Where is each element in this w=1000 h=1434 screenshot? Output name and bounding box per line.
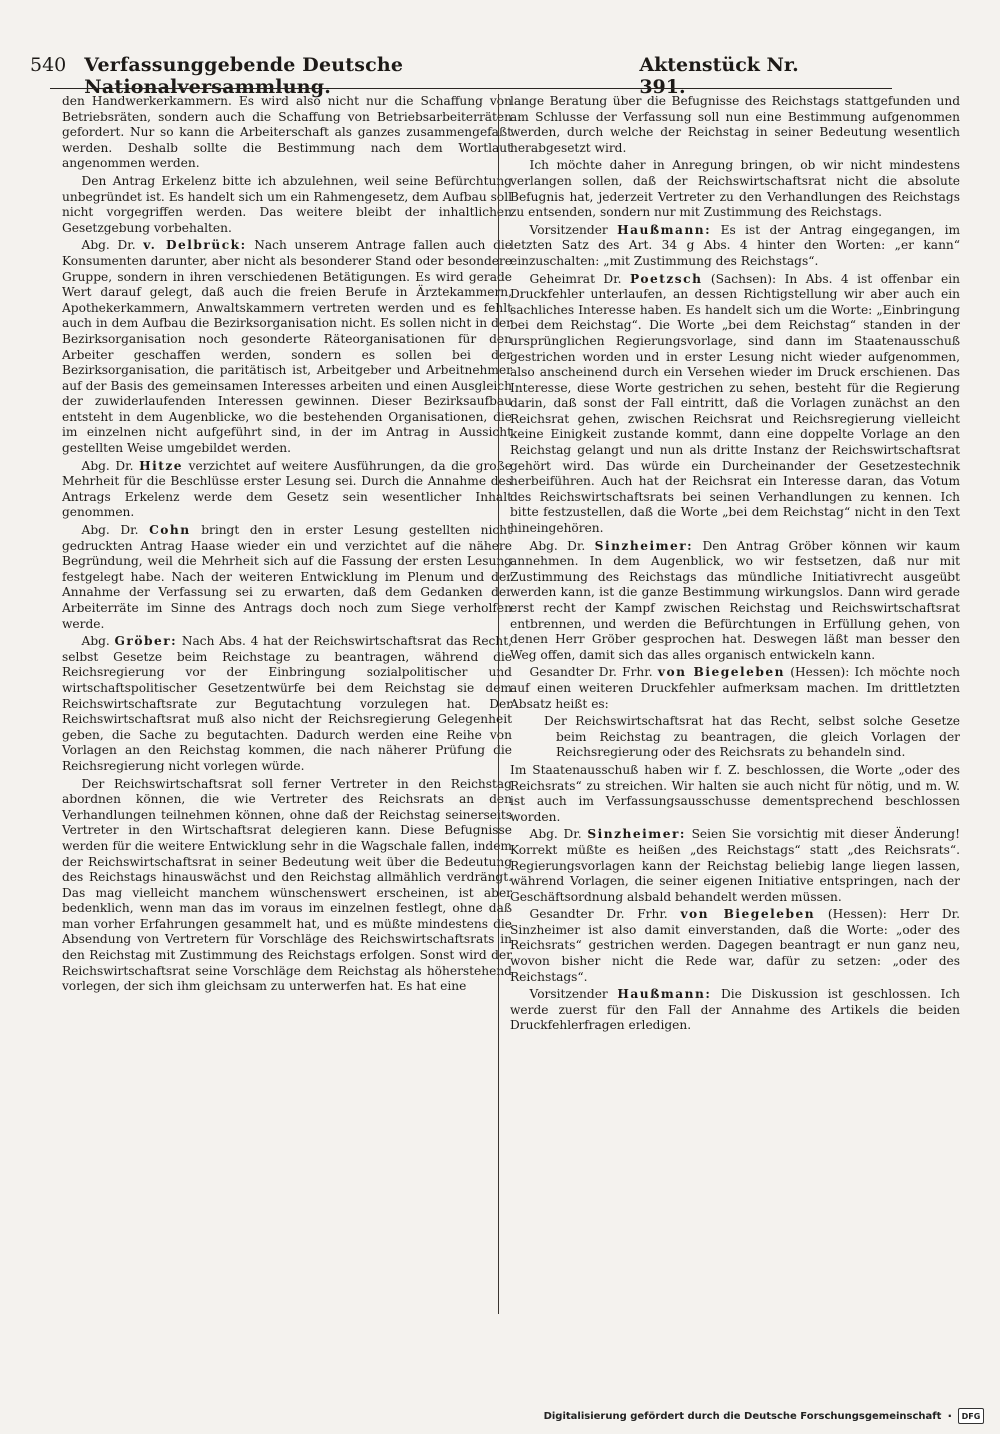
speaker-title: Abg. Dr. [81,523,139,538]
speech-text: (Sachsen): In Abs. 4 ist offenbar ein Druckfehler unterlaufen, an dessen Richtigstellung wir aber auch ein sachliches Interesse haben. Es handelt sich um die Worte: „Einbringung bei dem Reichstag“. Die Worte „bei dem Reichstag“ standen in der ursprünglichen Regierungsvorlage, sind dann im Staatenausschuß gestrichen worden und in erster Lesung nicht wieder aufgenommen, also anscheinend durch ein Versehen wieder im Druck erschienen. Das Interesse, diese Worte gestrichen zu sehen, besteht für die Regierung darin, daß sonst der Fall eintritt, daß die Vorlagen zunächst an den Reichsrat gehen, zwischen Reichsrat und Reichsregierung vielleicht keine Einigkeit zustande kommt, dann eine doppelte Vorlage an den Reichstag gelangt und nun als dritte Instanz der Reichswirtschaftsrat gehört wird. Das würde ein Durcheinander der Gesetzestechnik herbeiführen. Auch hat der Reichsrat ein Interesse daran, das Votum des Reichswirtschaftsrats bei seinen Verhandlungen zu kennen. Ich bitte festzustellen, daß die Worte „bei dem Reichstag“ nicht in den Text hineingehören. [510,271,961,536]
speaker-name: Poetzsch [630,271,703,286]
column-divider [498,94,499,1314]
speech-text: (Hessen): Ich möchte noch auf einen weiteren Druckfehler aufmerksam machen. Im drittletzten Absatz heißt es: [510,665,961,711]
speech-text: Nach Abs. 4 hat der Reichswirtschaftsrat das Recht, selbst Gesetze beim Reichstage zu beantragen, während die Reichsregierung vor der Einbringung sozialpolitischer und wirtschaftspolitischer Gesetzentwürfe bei dem Reichstag sie dem Reichswirtschaftsrate zur Begutachtung vorzulegen hat. Der Reichswirtschaftsrat muß also nicht der Reichsregierung Gelegenheit geben, die Sache zu begutachten. Dadurch werden eine Reihe von Vorlagen an den Reichstag kommen, die nach näherer Prüfung die Reichsregierung nicht vorlegen würde. [62,634,512,773]
speaker-name: Haußmann: [617,222,712,237]
separator-dot-icon: · [947,1409,952,1423]
speech-paragraph [510,907,960,985]
speaker-title: Abg. Dr. [529,538,586,553]
speech-text: bringt den in erster Lesung gestellten nicht gedruckten Antrag Haase wieder ein und verzichtet auf die nähere Begründung, weil die Mehrheit sich auf die Fassung der ersten Lesung festgelegt habe. Nach der weiteren Entwicklung im Plenum und der Annahme der Verfassung sei zu erwarten, daß dem Gedanken der Arbeiterräte im Sinne des Antrags doch noch zum Siege verholfen werde. [62,523,512,631]
speaker-name: Sinzheimer: [594,538,694,553]
quoted-passage: Der Reichswirtschaftsrat hat das Recht, selbst solche Gesetze beim Reichstag zu beantragen, die gleich Vorlagen der Reichsregierung oder des Reichsrats zu behandeln sind. [544,714,960,760]
speech-paragraph [62,523,512,632]
running-head: Verfassunggebende Deutsche Nationalversammlung. [84,54,404,98]
speaker-name: Sinzheimer: [587,827,686,842]
speech-text: Den Antrag Gröber können wir kaum annehmen. In dem Augenblick, wo wir festsetzen, daß nur mit Zustimmung des Reichstags das mündliche Initiativrecht ausgeübt werden kann, ist die ganze Bestimmung wirkungslos. Dann wird gerade erst recht der Kampf zwischen Reichstag und Reichswirtschaftsrat entbrennen, und werden die Befürchtungen in Erfüllung gehen, von denen Herr Gröber gesprochen hat. Deswegen läßt man besser den Weg offen, damit sich das alles organisch entwickeln kann. [510,538,960,662]
dfg-logo-icon: DFG [958,1408,984,1424]
text-paragraph: den Handwerkerkammern. Es wird also nicht nur die Schaffung von Betriebsräten, sondern auch die Schaffung von Betriebsarbeiterräten gefordert. Nur so kann die Arbeiterschaft als ganzes zusammengefaßt werden. Deshalb sollte die Bestimmung nach dem Wortlaut angenommen werden. [62,94,512,171]
speaker-title: Vorsitzender [529,987,608,1002]
page-number: 540 [30,54,67,76]
speech-text: Es ist der Antrag eingegangen, im letzten Satz des Art. 34 g Abs. 4 hinter den Worten: „er kann“ einzuschalten: „mit Zustimmung des Reichstags“. [510,222,961,268]
speech-paragraph [510,272,960,537]
speaker-title: Abg. Dr. [81,458,134,473]
speech-paragraph [510,665,960,712]
speaker-title: Abg. [81,634,110,649]
text-paragraph: Den Antrag Erkelenz bitte ich abzulehnen, weil seine Befürchtung unbegründet ist. Es handelt sich um ein Rahmengesetz, dem Aufbau soll nicht vorgegriffen werden. Das weitere bleibt der inhaltlichen Gesetzgebung vorbehalten. [62,173,512,235]
speaker-name: von Biegeleben [680,907,816,922]
speaker-title: Geheimrat Dr. [529,271,622,286]
right-column [510,94,960,1034]
speaker-name: Haußmann: [617,987,712,1002]
speech-text: (Hessen): Herr Dr. Sinzheimer ist also damit einverstanden, daß die Worte: „oder des Reichsrats“ gestrichen werden. Dagegen beantragt er nun ganz neu, wovon bisher nicht die Rede war, dafür zu setzen: „oder des Reichstags“. [510,907,960,984]
speech-text: verzichtet auf weitere Ausführungen, da die große Mehrheit für die Beschlüsse erster Lesung sei. Durch die Annahme des Antrags Erkelenz werde dem Gesetz sein wesentlicher Inhalt genommen. [62,458,512,520]
speaker-title: Vorsitzender [529,222,608,237]
footer-credit: Digitalisierung gefördert durch die Deutsche Forschungsgemeinschaft [543,1410,942,1422]
speech-text: Seien Sie vorsichtig mit dieser Änderung! Korrekt müßte es heißen „des Reichstags“ statt „des Reichsrats“. Regierungsvorlagen kann der Reichstag beliebig lange liegen lassen, während Vorlagen, die seiner eigenen Initiative entspringen, nach der Geschäftsordnung alsbald behandelt werden müssen. [510,827,960,904]
speech-paragraph [62,634,512,774]
speaker-title: Abg. Dr. [529,827,582,842]
left-column [62,94,512,995]
speech-paragraph [510,539,960,664]
speaker-title: Gesandter Dr. Frhr. [529,665,653,680]
speech-paragraph [510,987,960,1034]
speaker-name: v. Delbrück: [143,238,247,253]
speech-paragraph [510,827,960,905]
speaker-title: Abg. Dr. [81,238,136,253]
text-paragraph: Ich möchte daher in Anregung bringen, ob wir nicht mindestens verlangen sollen, daß der Reichswirtschaftsrat nicht die absolute Befugnis hat, jederzeit Vertreter zu den Verhandlungen des Reichstags zu entsenden, sondern nur mit Zustimmung des Reichstags. [510,158,960,220]
header-rule [50,88,892,89]
text-paragraph: Im Staatenausschuß haben wir f. Z. beschlossen, die Worte „oder des Reichsrats“ zu streichen. Wir halten sie auch nicht für nötig, und m. W. ist auch im Verfassungsausschusse dementsprechend beschlossen worden. [510,762,960,824]
footer [544,1408,984,1424]
document-reference: Aktenstück Nr. 391. [639,54,799,98]
speaker-name: Gröber: [114,634,178,649]
text-paragraph: Der Reichswirtschaftsrat soll ferner Vertreter in den Reichstag abordnen können, die wie Vertreter des Reichsrats an den Verhandlungen teilnehmen können, ohne daß der Reichstag seinerseits Vertreter in den Wirtschaftsrat delegieren kann. Diese Befugnisse werden für die weitere Entwicklung sehr in die Wagschale fallen, indem der Reichswirtschaftsrat in seiner Bedeutung weit über die Bedeutung des Reichstags hinauswächst und den Reichstag allmählich verdrängt. Das mag vielleicht manchem wünschenswert erscheinen, ist aber bedenklich, wenn man das im voraus im einzelnen festlegt, ohne daß man vorher Erfahrungen gesammelt hat, und es müßte mindestens die Absendung von Vertretern für Vorschläge des Reichswirtschaftsrats in den Reichstag mit Zustimmung des Reichstags erfolgen. Sonst wird der Reichswirtschaftsrat seine Vorschläge dem Reichstag als höherstehend vorlegen, der sich ihm gleichsam zu unterwerfen hat. Es hat eine [62,776,512,994]
speech-paragraph [62,459,512,521]
speaker-title: Gesandter Dr. Frhr. [529,907,668,922]
speaker-name: von Biegeleben [657,665,786,680]
text-paragraph: lange Beratung über die Befugnisse des Reichstags stattgefunden und am Schlusse der Verfassung soll nun eine Bestimmung aufgenommen werden, durch welche der Reichstag in seiner Bedeutung wesentlich herabgesetzt wird. [510,94,960,155]
speech-paragraph [62,238,512,456]
speaker-name: Hitze [139,458,184,473]
speaker-name: Cohn [149,523,191,538]
page-header [30,54,840,98]
speech-text: Nach unserem Antrage fallen auch die Konsumenten darunter, aber nicht als besonderer Stand oder besondere Gruppe, sondern in ihren verschiedenen Betätigungen. Es wird gerade Wert darauf gelegt, daß auch die freien Berufe in Ärztekammern, Apothekerkammern, Anwaltskammern vertreten werden und es fehlt auch in dem Aufbau die Bezirksorganisation nicht. Es sollen nicht in der Bezirksorganisation noch gesonderte Räteorganisationen für den Arbeiter geschaffen werden, sondern es sollen bei der Bezirksorganisation, die paritätisch ist, Arbeitgeber und Arbeitnehmer auf der Basis des gemeinsamen Interesses arbeiten und einen Ausgleich der zuwiderlaufenden Interessen gewinnen. Dieser Bezirksaufbau entsteht in dem Augenblicke, wo die bestehenden Organisationen, die im einzelnen nicht aufgeführt sind, in der im Antrag in Aussicht gestellten Weise umgebildet werden. [62,238,512,456]
speech-text: Die Diskussion ist geschlossen. Ich werde zuerst für den Fall der Annahme des Artikels die beiden Druckfehlerfragen erledigen. [510,987,961,1033]
speech-paragraph [510,223,960,270]
